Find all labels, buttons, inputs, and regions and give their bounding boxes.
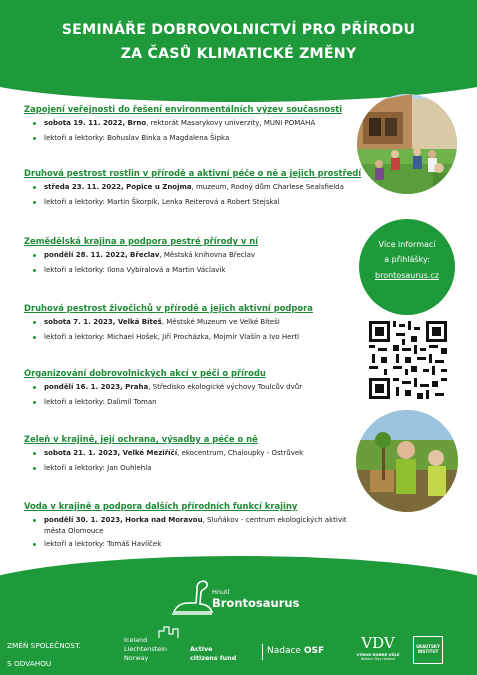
seminar-title: Druhová pestrost živočichů v přírodě a jejich aktivní podpora <box>24 303 313 313</box>
seminar-date-bold: sobota 19. 11. 2022, Brno <box>44 119 147 127</box>
seminar-title: Zemědělská krajina a podpora pestré přírody v ní <box>24 236 259 246</box>
slogan-line1: ZMĚŇ SPOLEČNOST. <box>7 641 81 650</box>
seminar-place: , Středisko ekologické výchovy Toulcův dvůr <box>148 383 303 391</box>
seminar-lecturers: lektoři a lektorky: Dalimil Toman <box>24 397 354 408</box>
seminar-place: , Sluňákov - centrum ekologických aktivit <box>202 516 347 524</box>
info-link[interactable]: brontosaurus.cz <box>375 271 439 280</box>
seminar-place: , muzeum, Rodný dům Charlese Sealsfielda <box>191 183 344 191</box>
seminar-lecturers: lektoři a lektorky: Jan Ouhlehla <box>24 463 354 474</box>
seminar-place: , Městské Muzeum ve Velké Bíteši <box>161 318 280 326</box>
vdv-text: VÝBOR DOBRÉ VŮLE <box>356 652 400 657</box>
seminar-place: , ekocentrum, Chaloupky - Ostrůvek <box>177 449 304 457</box>
seminar-title: Druhová pestrost rostlin v přírodě a aktivní péče o ně a jejich prostředí <box>24 168 362 178</box>
brontosaurus-logo <box>170 578 310 620</box>
vdv-mark: VDV <box>361 634 395 652</box>
vdv-sub: Nadace Olgy Havlové <box>360 657 396 661</box>
seminar-place-cont: města Olomouce <box>44 527 104 535</box>
seminar-date <box>24 448 354 459</box>
seminar-3 <box>24 236 354 276</box>
seminar-date <box>24 118 354 129</box>
seminar-date-bold: sobota 7. 1. 2023, Velká Bíteš <box>44 318 162 326</box>
skaut-line-1: SKAUTSKÝ <box>416 644 440 649</box>
header-band <box>0 0 477 86</box>
nadace-osf-logo <box>267 646 324 656</box>
seminar-date <box>24 317 354 328</box>
qr-code[interactable] <box>369 321 447 399</box>
photo-volunteers-sitting <box>357 94 457 194</box>
photo-tree-planting <box>356 410 458 512</box>
funder-country-3: Norway <box>124 654 149 662</box>
seminar-place: , Městská knihovna Břeclav <box>159 251 256 259</box>
divider <box>262 644 263 660</box>
seminar-4 <box>24 303 354 343</box>
seminar-lecturers: lektoři a lektorky: Michael Hošek, Jiří Procházka, Mojmír Vlašín a Ivo Hertl <box>24 332 354 343</box>
seminar-title: Zeleň v krajině, její ochrana, výsadby a péče o ně <box>24 434 258 444</box>
seminar-title: Zapojení veřejnosti do řešení environmentálních výzev současnosti <box>24 104 343 114</box>
funder-country-1: Iceland <box>124 636 148 644</box>
info-circle <box>359 219 455 315</box>
dinosaur-icon <box>170 578 214 618</box>
eea-building-icon <box>158 625 184 639</box>
vdv-logo <box>352 635 404 661</box>
eea-grants-logo <box>124 636 167 663</box>
seminar-7 <box>24 501 354 550</box>
nadace-text: Nadace <box>267 646 301 656</box>
osf-text: OSF <box>303 646 325 656</box>
seminar-date-bold: středa 23. 11. 2022, Popice u Znojma <box>44 183 192 191</box>
seminar-5 <box>24 368 354 408</box>
skautsky-institut-logo <box>413 636 443 664</box>
slogan-line2: S ODVAHOU <box>7 659 52 668</box>
seminar-lecturers: lektoři a lektorky: Ilona Vybíralová a Martin Václavík <box>24 265 354 276</box>
seminar-1 <box>24 104 354 144</box>
page-title-line1: SEMINÁŘE DOBROVOLNICTVÍ PRO PŘÍRODU <box>61 22 416 38</box>
active-citizens-fund-logo <box>190 645 236 663</box>
seminar-date-bold: pondělí 16. 1. 2023, Praha <box>44 383 149 391</box>
seminar-title: Voda v krajině a podpora dalších přírodních funkcí krajiny <box>24 501 298 511</box>
seminar-date-bold: pondělí 28. 11. 2022, Břeclav <box>44 251 160 259</box>
seminar-place: , rektorát Masarykovy univerzity, MUNI POMÁHÁ <box>146 119 316 127</box>
seminar-2 <box>24 168 362 208</box>
funder-country-2: Liechtenstein <box>124 645 167 653</box>
fund-line-2: citizens fund <box>190 654 237 662</box>
seminar-title: Organizování dobrovolnických akcí v péči o přírodu <box>24 368 266 378</box>
info-text-1: Více informací <box>378 240 436 249</box>
seminar-6 <box>24 434 354 474</box>
fund-line-1: Active <box>190 645 213 653</box>
seminar-lecturers: lektoři a lektorky: Tomáš Havlíček <box>24 539 354 550</box>
brand-small: Hnutí <box>212 588 230 596</box>
brand-name: Brontosaurus <box>212 596 300 610</box>
skaut-line-2: INSTITUT <box>417 649 439 654</box>
seminar-date <box>24 182 354 193</box>
seminar-date <box>24 515 354 537</box>
seminar-date <box>24 382 354 393</box>
info-text-2: a přihlášky: <box>384 255 430 264</box>
seminar-date-bold: pondělí 30. 1. 2023, Horka nad Moravou <box>44 516 203 524</box>
seminar-date <box>24 250 354 261</box>
page-title-line2: ZA ČASŮ KLIMATICKÉ ZMĚNY <box>120 46 357 62</box>
seminar-date-bold: sobota 21. 1. 2023, Velké Meziříčí <box>44 449 178 457</box>
seminar-lecturers: lektoři a lektorky: Bohuslav Binka a Magdalena Šipka <box>24 133 354 144</box>
seminar-lecturers: lektoři a lektorky: Martin Škorpík, Lenka Reiterová a Robert Stejskal <box>24 197 354 208</box>
